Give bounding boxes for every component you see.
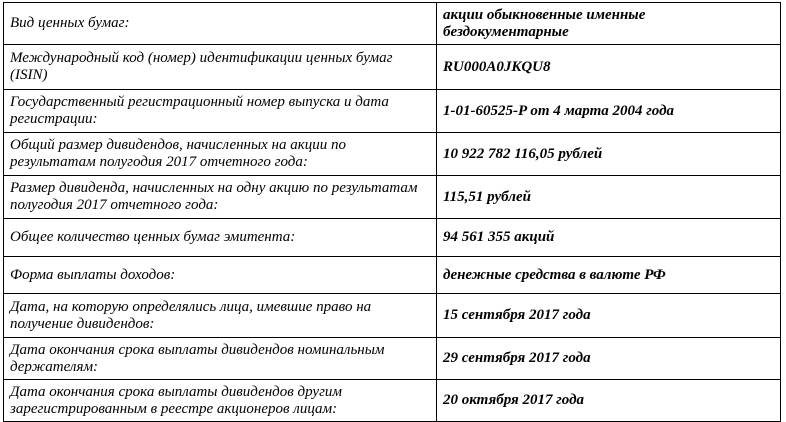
payment-form-label: Форма выплаты доходов: (4, 257, 437, 294)
total-dividends-label: Общий размер дивидендов, начисленных на акции по результатам полугодия 2017 отчетного года: (4, 133, 437, 176)
table-row-payment-form (4, 257, 781, 294)
table-row-other-holders-payment-deadline (4, 380, 781, 422)
nominee-payment-deadline-label: Дата окончания срока выплаты дивидендов номинальным держателям: (4, 338, 437, 380)
dividend-info-table (3, 2, 781, 422)
other-holders-payment-deadline-label: Дата окончания срока выплаты дивидендов другим зарегистрированным в реестре акционеров лицам: (4, 380, 437, 422)
registration-number-label: Государственный регистрационный номер выпуска и дата регистрации: (4, 90, 437, 133)
total-dividends-value: 10 922 782 116,05 рублей (437, 133, 781, 176)
dividend-per-share-value: 115,51 рублей (437, 176, 781, 219)
nominee-payment-deadline-value: 29 сентября 2017 года (437, 338, 781, 380)
dividend-per-share-label: Размер дивиденда, начисленных на одну акцию по результатам полугодия 2017 отчетного года: (4, 176, 437, 219)
table-row-total-dividends (4, 133, 781, 176)
other-holders-payment-deadline-value: 20 октября 2017 года (437, 380, 781, 422)
table-row-record-date (4, 294, 781, 338)
table-row-nominee-payment-deadline (4, 338, 781, 380)
record-date-label: Дата, на которую определялись лица, имевшие право на получение дивидендов: (4, 294, 437, 338)
security-type-label: Вид ценных бумаг: (4, 3, 437, 45)
total-securities-label: Общее количество ценных бумаг эмитента: (4, 219, 437, 257)
table-row-security-type (4, 3, 781, 45)
table-row-dividend-per-share (4, 176, 781, 219)
table-row-registration-number (4, 90, 781, 133)
record-date-value: 15 сентября 2017 года (437, 294, 781, 338)
table-row-isin (4, 45, 781, 90)
payment-form-value: денежные средства в валюте РФ (437, 257, 781, 294)
table-row-total-securities (4, 219, 781, 257)
registration-number-value: 1-01-60525-P от 4 марта 2004 года (437, 90, 781, 133)
security-type-value: акции обыкновенные именные бездокументарные (437, 3, 781, 45)
isin-value: RU000A0JKQU8 (437, 45, 781, 90)
dividend-info-table-wrapper (3, 2, 781, 422)
total-securities-value: 94 561 355 акций (437, 219, 781, 257)
isin-label: Международный код (номер) идентификации ценных бумаг (ISIN) (4, 45, 437, 90)
